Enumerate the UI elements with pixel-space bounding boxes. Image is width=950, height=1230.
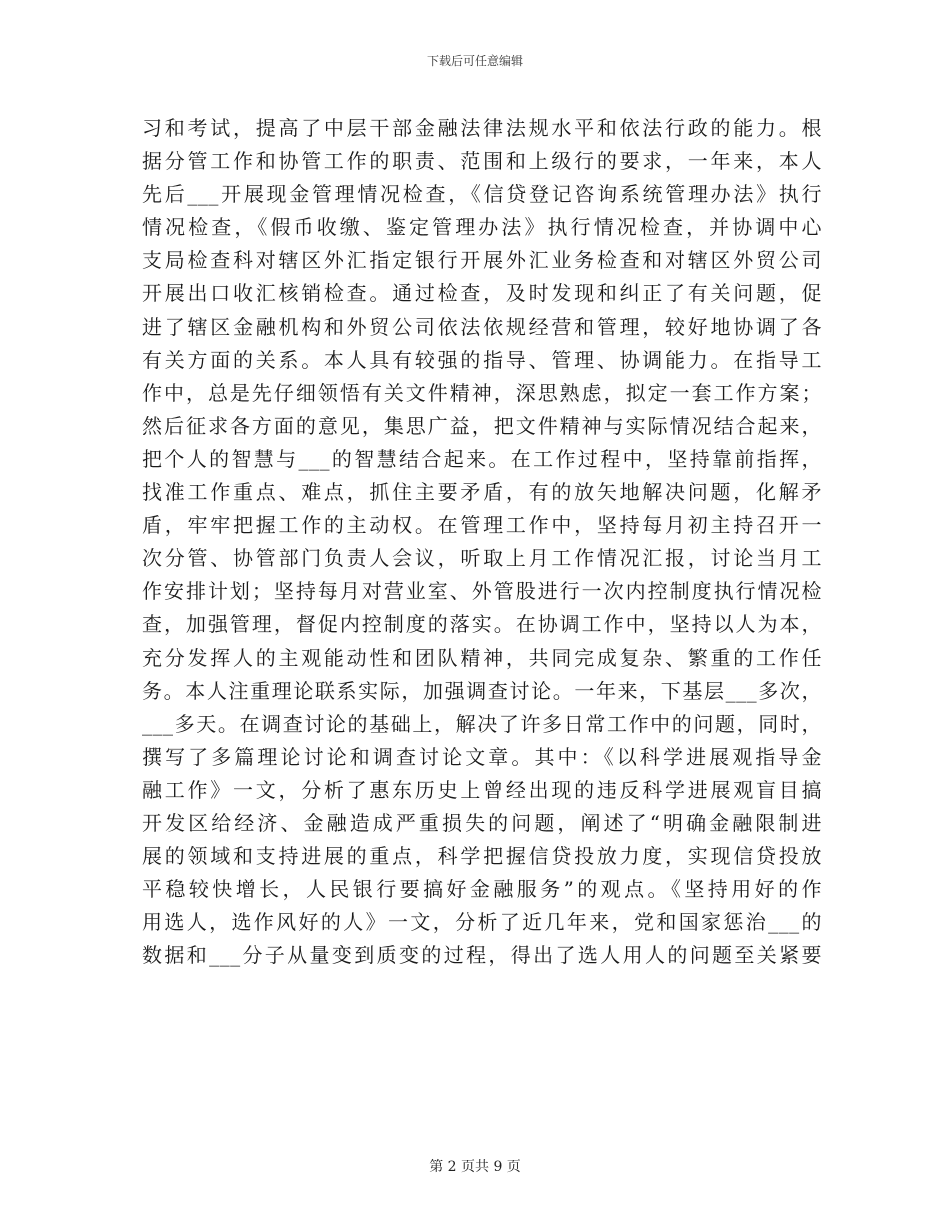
text-line: 习和考试，提高了中层干部金融法律法规水平和依法行政的能力。根	[142, 116, 822, 140]
text-line: 有关方面的关系。本人具有较强的指导、管理、协调能力。在指导工	[142, 347, 822, 372]
text-line: 找准工作重点、难点，抓住主要矛盾，有的放矢地解决问题，化解矛	[142, 480, 822, 505]
text-line: 充分发挥人的主观能动性和团队精神，共同完成复杂、繁重的工作任	[142, 645, 822, 670]
text-line: 撰写了多篇理论讨论和调查讨论文章。其中：《以科学进展观指导金	[142, 744, 822, 769]
text-line: 次分管、协管部门负责人会议，听取上月工作情况汇报，讨论当月工	[142, 546, 822, 571]
text-line: 展的领域和支持进展的重点，科学把握信贷投放力度，实现信贷投放	[142, 844, 822, 869]
text-line: 据分管工作和协管工作的职责、范围和上级行的要求，一年来，本人	[142, 149, 822, 174]
page-header: 下载后可任意编辑	[426, 54, 523, 68]
document-body	[142, 112, 822, 972]
text-line: 用选人，选作风好的人》一文，分析了近几年来，党和国家惩治___的	[142, 910, 822, 935]
text-line: 平稳较快增长，人民银行要搞好金融服务”的观点。《坚持用好的作	[142, 877, 822, 902]
text-line: 作中，总是先仔细领悟有关文件精神，深思熟虑，拟定一套工作方案；	[142, 380, 822, 405]
text-line: 作安排计划；坚持每月对营业室、外管股进行一次内控制度执行情况检	[142, 579, 822, 604]
text-line: 情况检查，《假币收缴、鉴定管理办法》执行情况检查，并协调中心	[142, 215, 822, 240]
text-line: 数据和___分子从量变到质变的过程，得出了选人用人的问题至关紧要	[142, 943, 822, 968]
text-line: 开展出口收汇核销检查。通过检查，及时发现和纠正了有关问题，促	[142, 281, 822, 306]
text-line: ___多天。在调查讨论的基础上，解决了许多日常工作中的问题，同时，	[142, 711, 822, 736]
text-line: 务。本人注重理论联系实际，加强调查讨论。一年来，下基层___多次，	[142, 678, 822, 703]
text-line: 盾，牢牢把握工作的主动权。在管理工作中，坚持每月初主持召开一	[142, 513, 822, 538]
text-line: 进了辖区金融机构和外贸公司依法依规经营和管理，较好地协调了各	[142, 314, 822, 339]
text-line: 把个人的智慧与___的智慧结合起来。在工作过程中，坚持靠前指挥，	[142, 446, 822, 471]
text-line: 融工作》一文，分析了惠东历史上曾经出现的违反科学进展观盲目搞	[142, 777, 822, 802]
text-line: 查，加强管理，督促内控制度的落实。在协调工作中，坚持以人为本，	[142, 612, 822, 637]
text-line: 然后征求各方面的意见，集思广益，把文件精神与实际情况结合起来，	[142, 413, 822, 438]
text-line: 开发区给经济、金融造成严重损失的问题，阐述了“明确金融限制进	[142, 810, 822, 835]
text-line: 先后___开展现金管理情况检查，《信贷登记咨询系统管理办法》执行	[142, 182, 822, 207]
page-number: 第 2 页共 9 页	[429, 1159, 521, 1175]
text-line: 支局检查科对辖区外汇指定银行开展外汇业务检查和对辖区外贸公司	[142, 248, 822, 273]
